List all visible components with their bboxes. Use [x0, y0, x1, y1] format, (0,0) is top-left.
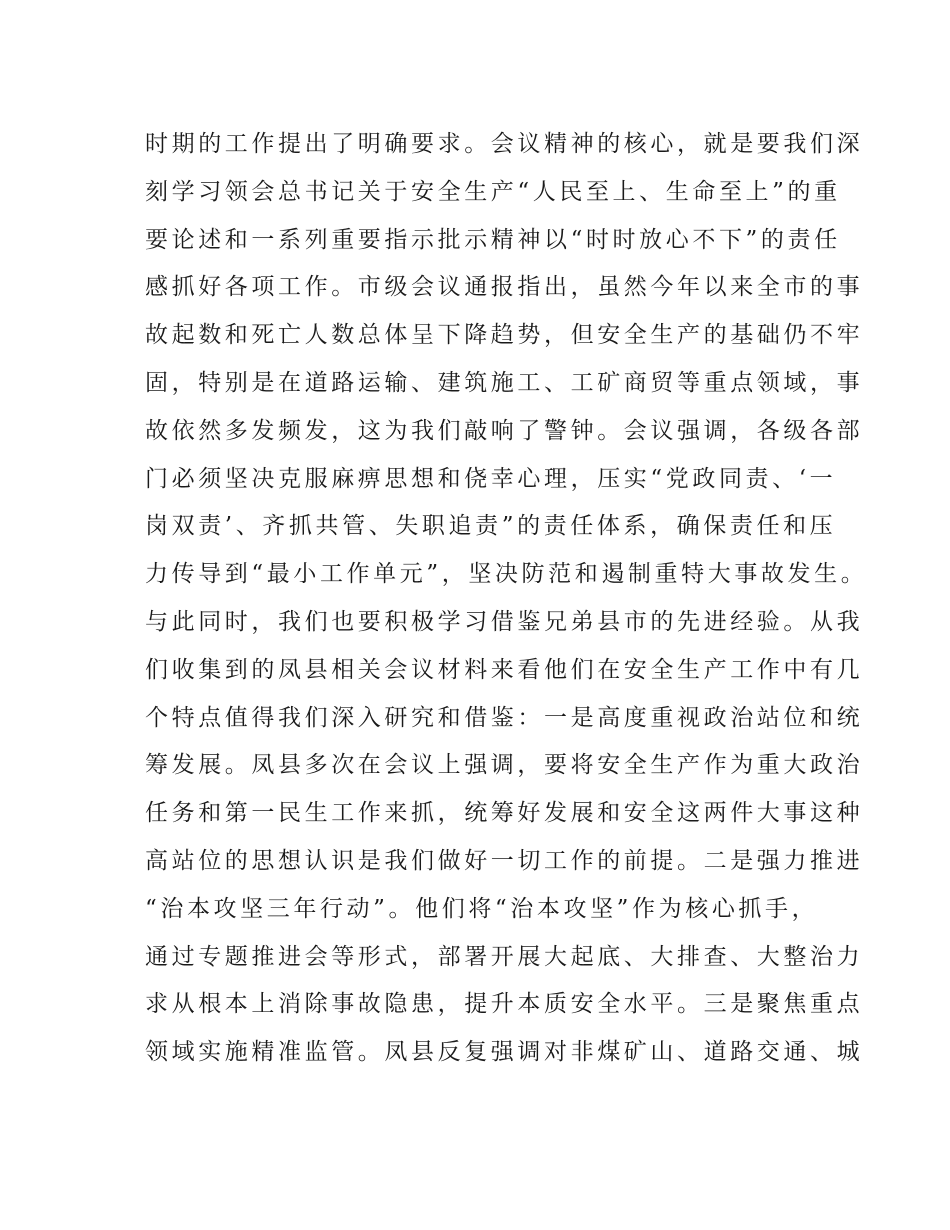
- text-line: 与此同时，我们也要积极学习借鉴兄弟县市的先进经验。从我: [145, 608, 864, 635]
- text-line: “治本攻坚三年行动”。他们将“治本攻坚”作为核心抓手，: [145, 895, 819, 922]
- text-line: 岗双责’、齐抓共管、失职追责”的责任体系，确保责任和压: [145, 513, 837, 540]
- text-line: 个特点值得我们深入研究和借鉴：一是高度重视政治站位和统: [145, 704, 864, 731]
- text-line: 筹发展。凤县多次在会议上强调，要将安全生产作为重大政治: [145, 752, 864, 779]
- text-line: 要论述和一系列重要指示批示精神以“时时放心不下”的责任: [145, 226, 841, 253]
- text-line: 固，特别是在道路运输、建筑施工、工矿商贸等重点领域，事: [145, 369, 864, 396]
- text-line: 任务和第一民生工作来抓，统筹好发展和安全这两件大事这种: [145, 800, 864, 827]
- text-line: 领域实施精准监管。凤县反复强调对非煤矿山、道路交通、城: [145, 1039, 864, 1066]
- body-text: [145, 121, 868, 1077]
- text-line: 力传导到“最小工作单元”，坚决防范和遏制重特大事故发生。: [145, 561, 868, 588]
- text-line: 门必须坚决克服麻痹思想和侥幸心理，压实“党政同责、‘一: [145, 465, 837, 492]
- text-line: 故起数和死亡人数总体呈下降趋势，但安全生产的基础仍不牢: [145, 322, 864, 349]
- text-line: 故依然多发频发，这为我们敲响了警钟。会议强调，各级各部: [145, 417, 864, 444]
- text-line: 高站位的思想认识是我们做好一切工作的前提。二是强力推进: [145, 847, 864, 874]
- text-line: 刻学习领会总书记关于安全生产“人民至上、生命至上”的重: [145, 178, 841, 205]
- text-line: 时期的工作提出了明确要求。会议精神的核心，就是要我们深: [145, 131, 864, 157]
- text-line: 通过专题推进会等形式，部署开展大起底、大排查、大整治力: [145, 943, 864, 970]
- text-line: 们收集到的凤县相关会议材料来看他们在安全生产工作中有几: [145, 656, 864, 683]
- text-line: 求从根本上消除事故隐患，提升本质安全水平。三是聚焦重点: [145, 991, 864, 1018]
- text-line: 感抓好各项工作。市级会议通报指出，虽然今年以来全市的事: [145, 274, 864, 301]
